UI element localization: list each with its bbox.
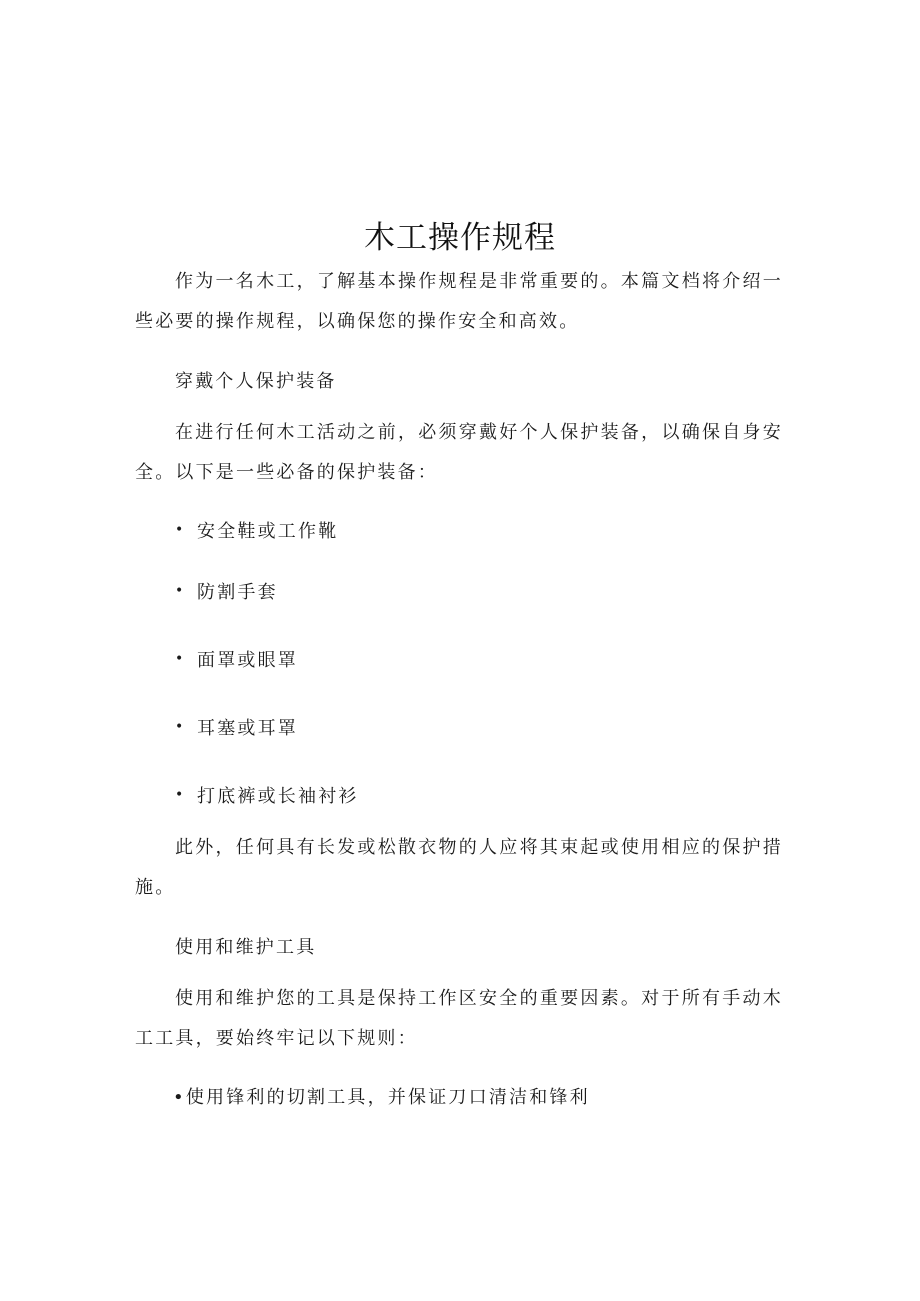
loose-clothing-note: 此外，任何具有长发或松散衣物的人应将其束起或使用相应的保护措施。 (135, 837, 783, 898)
section-heading-tools: 使用和维护工具 (175, 937, 317, 958)
list-item-label: 安全鞋或工作靴 (197, 521, 339, 542)
bullet-icon: • (175, 522, 186, 538)
section-heading-protective-equipment: 穿戴个人保护装备 (175, 371, 337, 392)
list-item (175, 578, 278, 604)
list-item-label: 打底裤或长袖衬衫 (197, 786, 359, 807)
document-title: 木工操作规程 (364, 220, 556, 256)
tool-rule-item: •使用锋利的切割工具，并保证刀口清洁和锋利 (173, 1087, 590, 1108)
bullet-icon: • (175, 787, 186, 803)
bullet-icon: • (175, 583, 186, 599)
bullet-icon: • (175, 719, 186, 735)
list-item-label: 耳塞或耳罩 (197, 718, 298, 739)
tools-paragraph: 使用和维护您的工具是保持工作区安全的重要因素。对于所有手动木工工具，要始终牢记以下规则： (135, 988, 783, 1049)
list-item-label: 防割手套 (197, 582, 278, 603)
list-item (175, 714, 298, 740)
bullet-icon: • (175, 651, 186, 667)
protective-equipment-paragraph: 在进行任何木工活动之前，必须穿戴好个人保护装备，以确保自身安全。以下是一些必备的保护装备： (135, 422, 783, 483)
list-item-label: 面罩或眼罩 (197, 650, 298, 671)
intro-paragraph: 作为一名木工，了解基本操作规程是非常重要的。本篇文档将介绍一些必要的操作规程，以确保您的操作安全和高效。 (135, 271, 783, 332)
list-item (175, 782, 359, 808)
list-item (175, 517, 338, 543)
list-item (175, 646, 298, 672)
